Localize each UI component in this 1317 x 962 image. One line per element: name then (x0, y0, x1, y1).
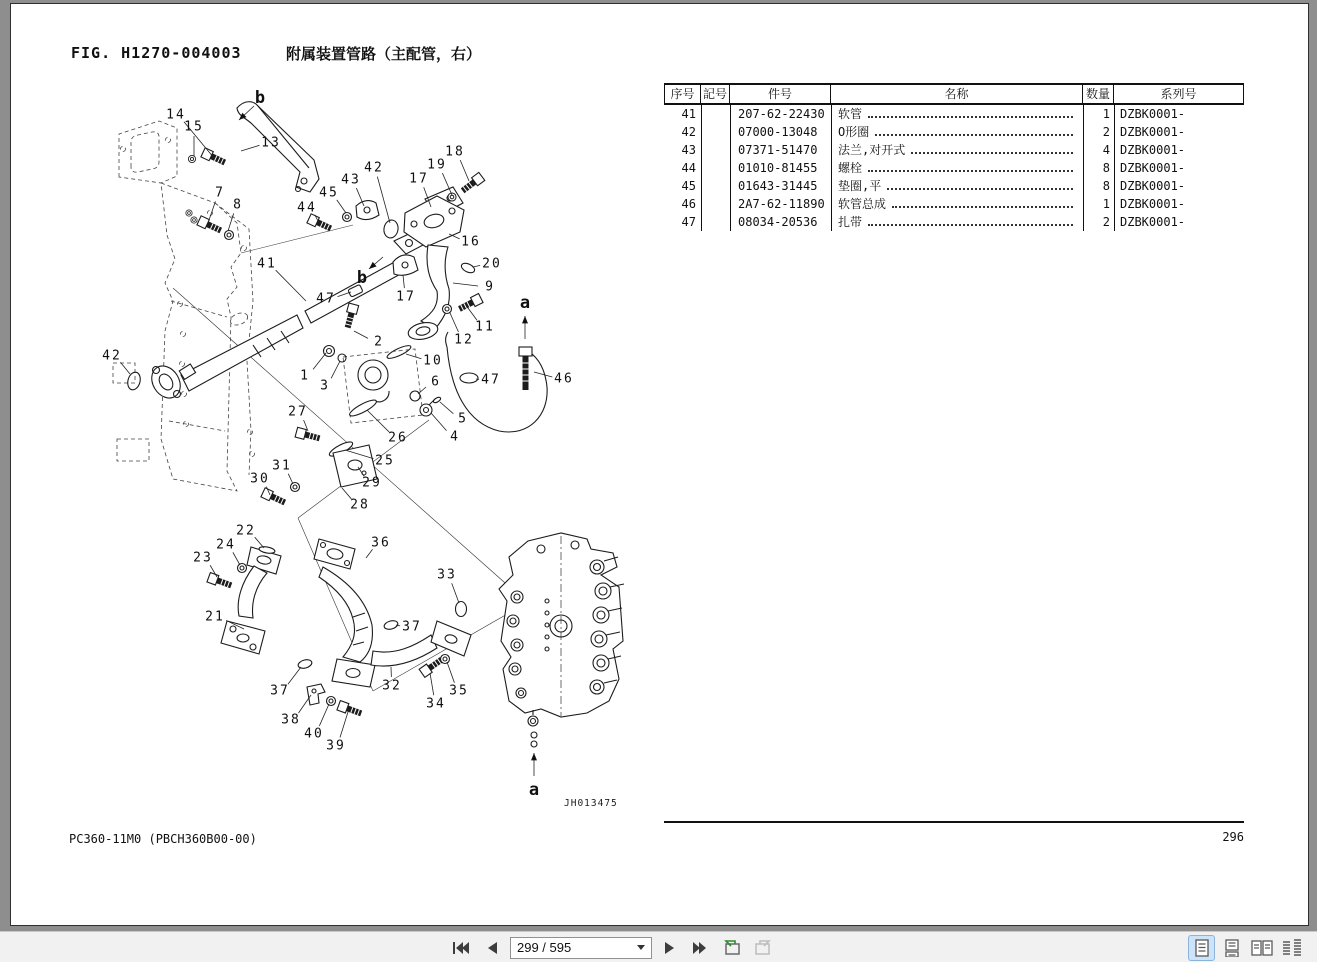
part-callout-41: 41 (257, 256, 277, 272)
part-callout-13: 13 (261, 135, 281, 151)
view-marker-a: a (519, 293, 531, 313)
callout-leader (452, 583, 459, 603)
callout-leader (377, 177, 390, 223)
table-cell: DZBK0001- (1120, 179, 1186, 193)
table-divider (831, 105, 832, 231)
table-cell: 2 (1102, 125, 1110, 139)
table-cell: 8 (1102, 161, 1110, 175)
part-callout-17: 17 (396, 289, 416, 305)
table-cell: 44 (681, 161, 696, 175)
table-cell: 46 (681, 197, 696, 211)
callout-leader (468, 308, 477, 320)
two-page-view-button[interactable] (1248, 935, 1275, 961)
part-callout-18: 18 (445, 144, 465, 160)
part-callout-30: 30 (250, 471, 270, 487)
sheet-page-number: 296 (1222, 830, 1244, 844)
table-row (664, 177, 1244, 195)
callout-leader (431, 413, 447, 431)
page-layout-controls (1188, 935, 1305, 961)
part-callout-20: 20 (482, 256, 502, 272)
part-callout-36: 36 (371, 535, 391, 551)
callout-leader (298, 695, 311, 713)
table-cell (701, 105, 730, 123)
last-page-button[interactable] (688, 935, 714, 960)
table-cell: 01643-31445 (738, 179, 818, 193)
part-callout-25: 25 (375, 453, 395, 469)
dotted-leader (875, 123, 1073, 136)
part-callout-39: 39 (326, 738, 346, 754)
part-callout-28: 28 (350, 497, 370, 513)
table-cell: 07000-13048 (738, 125, 818, 139)
pipe-21 (207, 546, 281, 654)
callout-leader (460, 160, 469, 181)
part-callout-37: 37 (402, 619, 422, 635)
table-cell: 2A7-62-11890 (738, 197, 825, 211)
table-cell: DZBK0001- (1120, 161, 1186, 175)
callout-leader (241, 145, 259, 151)
part-callout-1: 1 (300, 368, 310, 384)
table-cell: DZBK0001- (1120, 107, 1186, 121)
part-callout-9: 9 (485, 279, 495, 295)
two-page-icon (1251, 939, 1273, 957)
callout-leader (450, 313, 458, 332)
view-marker-b: b (254, 88, 266, 108)
part-callout-32: 32 (382, 678, 402, 694)
view-marker-b: b (356, 268, 368, 288)
previous-page-icon (486, 941, 498, 955)
table-cell: 45 (681, 179, 696, 193)
table-cell: 42 (681, 125, 696, 139)
table-cell: 螺栓 (831, 159, 1083, 177)
parts-table-body (664, 105, 1244, 231)
callout-leader (313, 353, 326, 369)
part-callout-11: 11 (475, 319, 495, 335)
drawing-code: JH013475 (564, 798, 618, 809)
table-cell (701, 177, 730, 195)
part-callout-26: 26 (388, 430, 408, 446)
part-callout-6: 6 (431, 374, 441, 390)
table-row (664, 123, 1244, 141)
chevron-down-icon (637, 945, 645, 950)
table-cell: 法兰,对开式 (831, 141, 1083, 159)
part-callout-44: 44 (297, 200, 317, 216)
continuous-view-button[interactable] (1218, 935, 1245, 961)
callout-leader (366, 549, 373, 558)
table-cell: 47 (681, 215, 696, 229)
table-divider (730, 105, 731, 231)
table-cell: 扎带 (831, 213, 1083, 231)
part-callout-14: 14 (166, 107, 186, 123)
table-cell: DZBK0001- (1120, 143, 1186, 157)
next-page-button[interactable] (657, 935, 683, 960)
next-view-icon (753, 939, 773, 956)
callout-leader (331, 361, 340, 378)
next-view-button[interactable] (750, 935, 776, 960)
table-cell: 8 (1102, 179, 1110, 193)
part-callout-47: 47 (481, 372, 501, 388)
part-callout-8: 8 (233, 197, 243, 213)
view-marker-arrowhead (531, 753, 537, 760)
callout-leader (120, 362, 130, 374)
table-cell: DZBK0001- (1120, 197, 1186, 211)
callout-leader (276, 270, 306, 301)
table-cell: 1 (1102, 107, 1110, 121)
parts-table-header (664, 83, 1244, 105)
last-page-icon (692, 941, 710, 955)
part-callout-7: 7 (215, 185, 225, 201)
table-cell: DZBK0001- (1120, 215, 1186, 229)
part-callout-24: 24 (216, 537, 236, 553)
table-cell: 207-62-22430 (738, 107, 825, 121)
two-page-continuous-view-button[interactable] (1278, 935, 1305, 961)
table-row (664, 105, 1244, 123)
table-cell (701, 195, 730, 213)
callout-leader (406, 354, 421, 359)
dotted-leader (868, 105, 1073, 118)
callout-leader (255, 537, 264, 548)
part-callout-22: 22 (236, 523, 256, 539)
control-valve-block (499, 533, 624, 747)
column-header: 件号 (730, 85, 831, 103)
callout-leader (319, 704, 329, 726)
table-row (664, 195, 1244, 213)
callout-leader (288, 474, 293, 484)
table-row (664, 213, 1244, 231)
figure-title: 附属装置管路（主配管，右） (286, 45, 482, 63)
callout-leader (233, 552, 240, 565)
first-page-icon (452, 941, 470, 955)
column-header: 序号 (664, 85, 701, 103)
table-cell: DZBK0001- (1120, 125, 1186, 139)
model-code: PC360-11M0 (PBCH360B00-00) (69, 832, 257, 846)
figure-number: FIG. H1270-004003 (71, 44, 242, 62)
part-callout-42: 42 (364, 160, 384, 176)
first-page-button[interactable] (448, 935, 474, 960)
callout-leader (430, 673, 434, 695)
part-callout-5: 5 (458, 411, 468, 427)
table-cell: 软管总成 (831, 195, 1083, 213)
table-cell: 2 (1102, 215, 1110, 229)
previous-view-icon (722, 939, 742, 956)
callout-leader (447, 662, 454, 683)
view-marker-arrowhead (522, 316, 528, 323)
part-callout-23: 23 (193, 550, 213, 566)
page-number-input[interactable] (510, 937, 652, 959)
callout-leader (440, 402, 453, 414)
two-page-continuous-icon (1281, 939, 1303, 957)
part-callout-37: 37 (270, 683, 290, 699)
part-callout-4: 4 (450, 429, 460, 445)
table-cell: 4 (1102, 143, 1110, 157)
dotted-leader (892, 195, 1073, 208)
part-callout-46: 46 (554, 371, 574, 387)
table-cell: 1 (1102, 197, 1110, 211)
table-cell: 01010-81455 (738, 161, 818, 175)
previous-view-button[interactable] (719, 935, 745, 960)
part-callout-31: 31 (272, 458, 292, 474)
part-callout-27: 27 (288, 404, 308, 420)
callout-leader (340, 712, 348, 738)
callout-leader (228, 213, 234, 231)
continuous-view-icon (1224, 939, 1240, 957)
next-page-icon (664, 941, 676, 955)
pdf-page (10, 3, 1309, 926)
part-callout-12: 12 (454, 332, 474, 348)
single-page-view-button[interactable] (1188, 935, 1215, 961)
table-row (664, 141, 1244, 159)
parts-table (664, 83, 1244, 823)
column-header: 名称 (831, 85, 1083, 103)
table-cell (701, 213, 730, 231)
table-cell: 垫圈,平 (831, 177, 1083, 195)
table-cell: O形圈 (831, 123, 1083, 141)
column-header: 数量 (1083, 85, 1114, 103)
callout-leader (337, 200, 346, 213)
page-navigation (448, 935, 776, 960)
table-cell: 软管 (831, 105, 1083, 123)
frame-bracket-outline (113, 121, 255, 491)
column-header: 系列号 (1114, 85, 1244, 103)
dotted-leader (887, 177, 1073, 190)
callout-leader (473, 265, 480, 267)
part-callout-47: 47 (316, 291, 336, 307)
table-cell (701, 159, 730, 177)
part-callout-42: 42 (102, 348, 122, 364)
dotted-leader (868, 213, 1073, 226)
part-callout-16: 16 (461, 234, 481, 250)
column-header: 記号 (701, 85, 730, 103)
table-cell: 08034-20536 (738, 215, 818, 229)
part-callout-40: 40 (304, 726, 324, 742)
callout-leader (534, 372, 552, 377)
part-callout-33: 33 (437, 567, 457, 583)
table-cell: 43 (681, 143, 696, 157)
part-callout-43: 43 (341, 172, 361, 188)
manifold-cluster (261, 397, 378, 507)
part-callout-15: 15 (184, 119, 204, 135)
part-callout-29: 29 (362, 475, 382, 491)
previous-page-button[interactable] (479, 935, 505, 960)
table-cell (701, 141, 730, 159)
callout-leader (453, 283, 478, 286)
callout-leader (209, 201, 215, 220)
page-number-value: 299 / 595 (517, 940, 572, 955)
part-callout-19: 19 (427, 157, 447, 173)
part-callout-17: 17 (409, 171, 429, 187)
part-callout-2: 2 (374, 334, 384, 350)
part-callout-34: 34 (426, 696, 446, 712)
callout-leader (418, 387, 426, 394)
part-callout-35: 35 (449, 683, 469, 699)
table-divider (1114, 105, 1115, 231)
part-callout-21: 21 (205, 609, 225, 625)
bracket-13 (186, 102, 319, 240)
dotted-leader (868, 159, 1073, 172)
part-callout-45: 45 (319, 185, 339, 201)
part-callout-3: 3 (320, 378, 330, 394)
table-divider (701, 105, 702, 231)
table-divider (1083, 105, 1084, 231)
callout-leader (403, 275, 404, 288)
table-row (664, 159, 1244, 177)
table-cell (701, 123, 730, 141)
callout-leader (354, 331, 368, 338)
dotted-leader (911, 141, 1073, 154)
part-callout-10: 10 (423, 353, 443, 369)
single-page-icon (1194, 939, 1210, 957)
callout-leader (288, 667, 301, 684)
part-callout-38: 38 (281, 712, 301, 728)
pdf-toolbar (0, 931, 1317, 962)
view-marker-a: a (528, 780, 540, 800)
table-cell: 07371-51470 (738, 143, 818, 157)
table-cell: 41 (681, 107, 696, 121)
